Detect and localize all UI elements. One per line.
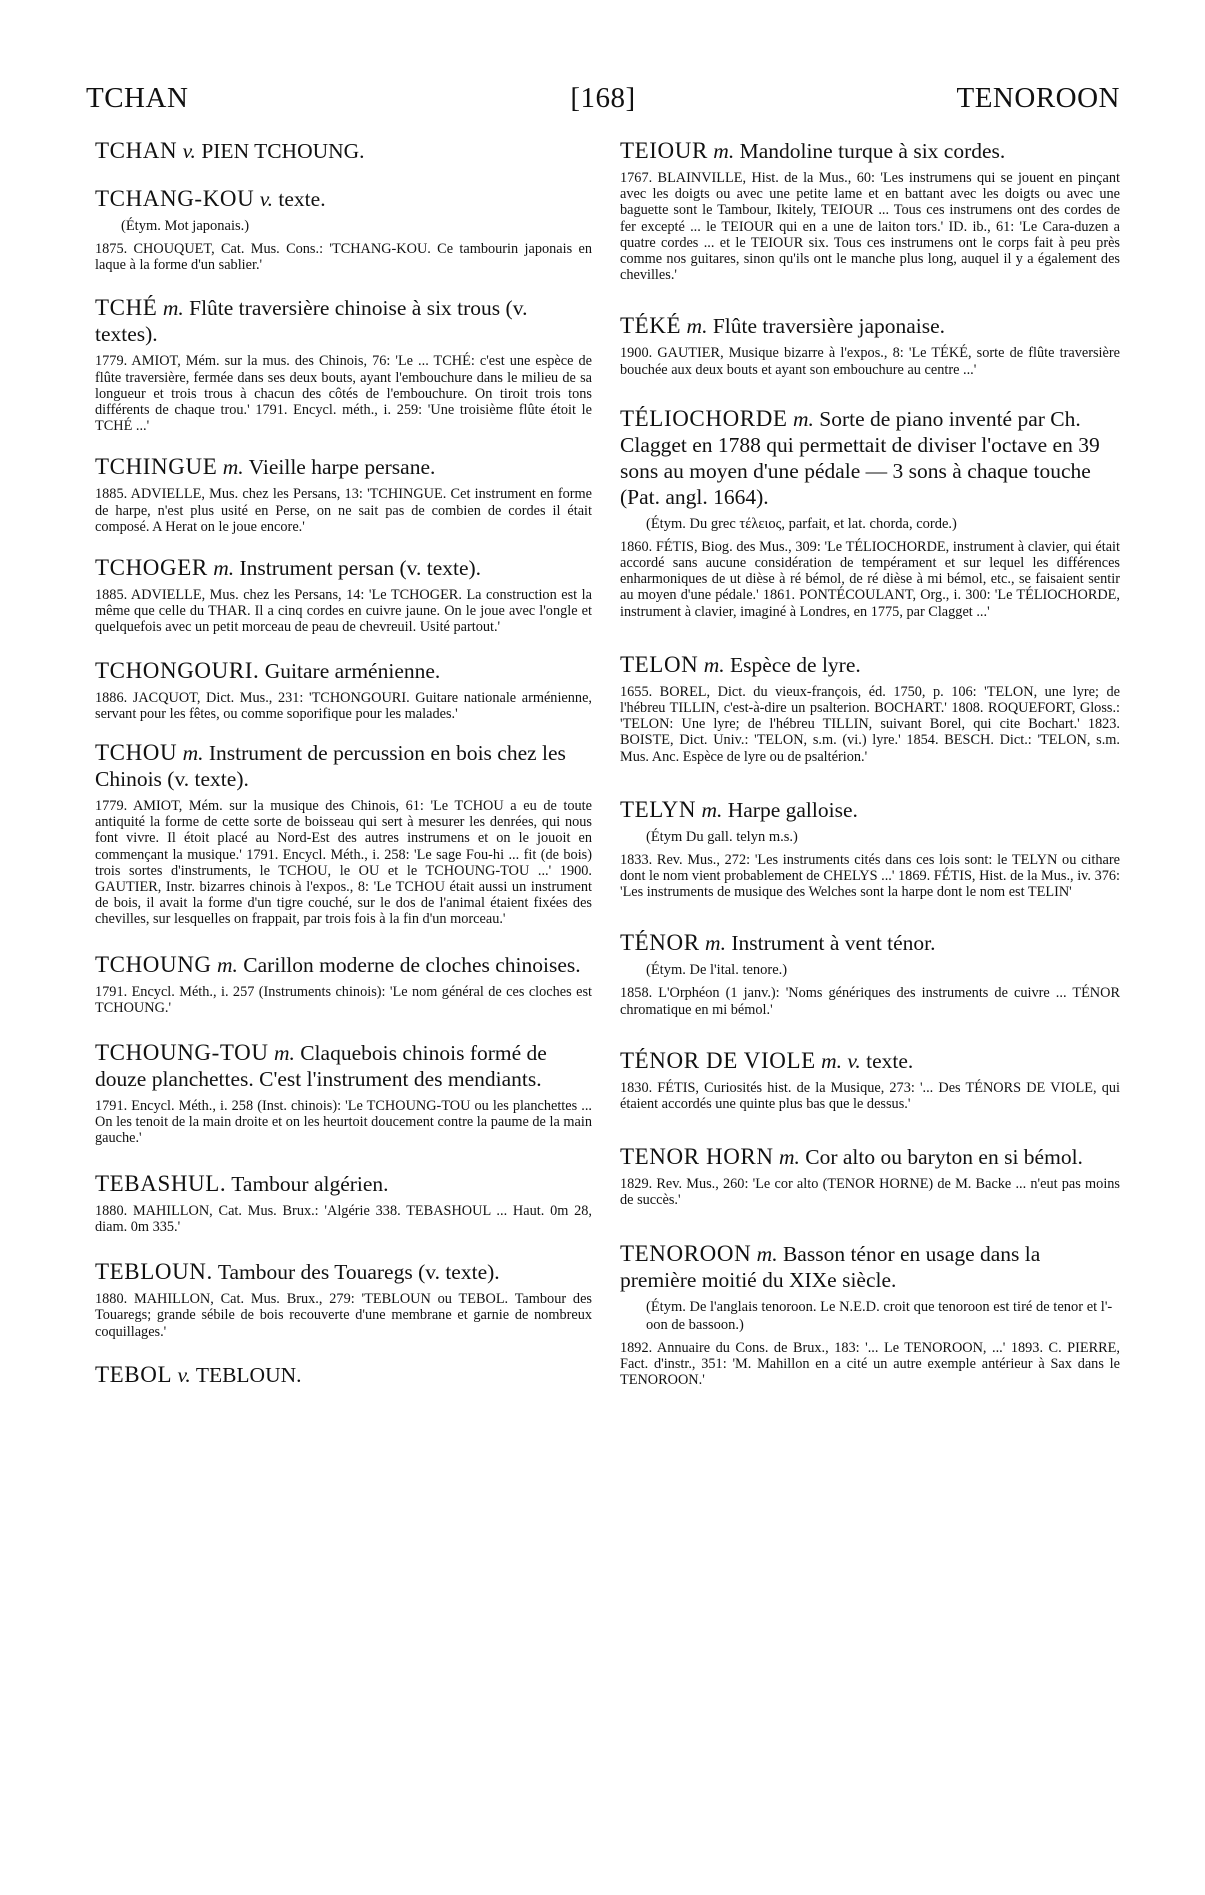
dictionary-entry bbox=[620, 797, 1120, 901]
page-header bbox=[86, 82, 1120, 122]
entry-part-of-speech: m. bbox=[162, 296, 184, 321]
dictionary-entry bbox=[95, 952, 592, 1016]
dictionary-entry bbox=[95, 1362, 592, 1388]
right-column bbox=[620, 138, 1120, 1388]
entry-citations: 1880. MAHILLON, Cat. Mus. Brux., 279: 'TEBLOUN ou TEBOL. Tambour des Touaregs; grande sébile de bois recouverte d'une membrane et garnie de nombreux coquillages.' bbox=[95, 1291, 592, 1340]
entry-citations: 1892. Annuaire du Cons. de Brux., 183: '... Le TENOROON, ...' 1893. C. PIERRE, Fact. d'instr., 351: 'M. Mahillon en a cité un autre exemple antérieur à Sax dans le TENOROON.' bbox=[620, 1339, 1120, 1389]
entry-part-of-speech: m. bbox=[701, 797, 723, 822]
entry-title bbox=[95, 295, 592, 347]
entry-citations: 1900. GAUTIER, Musique bizarre à l'expos., 8: 'Le TÉKÉ, sorte de flûte traversière bouchée aux deux bouts et ayant son embouchure au centre ...' bbox=[620, 345, 1120, 378]
dictionary-entry bbox=[95, 740, 592, 928]
entry-title bbox=[95, 555, 592, 581]
dictionary-entry bbox=[95, 1040, 592, 1147]
left-column bbox=[95, 138, 592, 1388]
dictionary-entry bbox=[95, 555, 592, 636]
entry-definition: Cor alto ou baryton en si bémol. bbox=[805, 1145, 1083, 1170]
entry-definition: texte. bbox=[278, 187, 326, 211]
entry-headword: TCHOUNG-TOU bbox=[95, 1040, 269, 1066]
entry-part-of-speech: v. bbox=[259, 187, 274, 211]
entry-headword: TÉNOR DE VIOLE bbox=[620, 1047, 816, 1073]
entry-etymology: (Étym. Du grec τέλειος, parfait, et lat. chorda, corde.) bbox=[646, 515, 957, 532]
entry-part-of-speech: m. bbox=[222, 455, 244, 480]
entry-headword: TCHAN bbox=[95, 138, 178, 163]
dictionary-entry bbox=[620, 138, 1120, 283]
running-head-left: TCHAN bbox=[86, 82, 189, 114]
dictionary-entry bbox=[95, 295, 592, 434]
entry-title bbox=[620, 313, 1120, 339]
entry-part-of-speech: m. v. bbox=[821, 1048, 861, 1073]
entry-part-of-speech: m. bbox=[182, 741, 204, 766]
entry-headword: TCHOU bbox=[95, 740, 178, 766]
entry-part-of-speech: m. bbox=[703, 652, 725, 677]
entry-citations: 1880. MAHILLON, Cat. Mus. Brux.: 'Algérie 338. TEBASHOUL ... Haut. 0m 28, diam. 0m 335.' bbox=[95, 1202, 592, 1235]
entry-part-of-speech: m. bbox=[217, 952, 238, 977]
entry-citations: 1767. BLAINVILLE, Hist. de la Mus., 60: 'Les instrumens qui se jouent en pinçant avec les doigts ou avec une petite lame et en battant avec les doigts ou avec une baguette sont le Tambour, Ikitely, TEIOUR ... Tous ces instrumens ont des cordes de fer excepté ... le TEIOUR qui en a une de laiton tors.' ID. ib., 61: 'Le Cara-duzen a quatre cordes ... et le TEIOUR six. Tous ces instrumens ont le corps fait à peu près comme nos guitares, sinon qu'ils ont le manche plus long, auquel il y a également des chevilles.' bbox=[620, 170, 1120, 284]
dictionary-entry bbox=[620, 930, 1120, 1017]
entry-definition: Instrument à vent ténor. bbox=[731, 931, 936, 956]
entry-part-of-speech: m. bbox=[686, 314, 708, 339]
entry-citations: 1830. FÉTIS, Curiosités hist. de la Musique, 273: '... Des TÉNORS DE VIOLE, qui étaient accordés une quinte plus bas que le dessus.' bbox=[620, 1079, 1120, 1113]
entry-headword: TÉKÉ bbox=[620, 313, 682, 339]
entry-definition: Guitare arménienne. bbox=[264, 658, 441, 683]
entry-part-of-speech: v. bbox=[182, 139, 196, 163]
entry-definition: Tambour algérien. bbox=[231, 1171, 389, 1196]
entry-citations: 1829. Rev. Mus., 260: 'Le cor alto (TENOR HORNE) de M. Backe ... n'eut pas moins de succès.' bbox=[620, 1176, 1120, 1209]
entry-headword: TCHANG-KOU bbox=[95, 186, 255, 211]
entry-definition: Vieille harpe persane. bbox=[248, 455, 436, 480]
entry-headword: TÉNOR bbox=[620, 930, 700, 956]
entry-citations: 1833. Rev. Mus., 272: 'Les instruments cités dans ces lois sont: le TELYN ou cithare dont le nom vient probablement de CHELYS ...' 1869. FÉTIS, Hist. de la Mus., iv. 376: 'Les instruments de musique des Welches sont la harpe dont le nom est TELIN' bbox=[620, 851, 1120, 901]
entry-definition: Flûte traversière japonaise. bbox=[712, 314, 946, 339]
entry-title bbox=[95, 1362, 592, 1388]
entry-title bbox=[620, 406, 1120, 510]
entry-title bbox=[95, 186, 592, 212]
entry-title bbox=[620, 797, 1120, 823]
entry-citations: 1791. Encycl. Méth., i. 257 (Instruments chinois): 'Le nom général de ces cloches est TCHOUNG.' bbox=[95, 983, 592, 1016]
entry-headword: TCHONGOURI. bbox=[95, 657, 260, 683]
dictionary-entry bbox=[620, 313, 1120, 377]
entry-headword: TEBOL bbox=[95, 1361, 173, 1387]
entry-part-of-speech: m. bbox=[756, 1241, 778, 1266]
entry-definition: Mandoline turque à six cordes. bbox=[739, 139, 1006, 163]
entry-etymology: (Étym. De l'ital. tenore.) bbox=[646, 962, 788, 979]
entry-headword: TCHINGUE bbox=[95, 454, 218, 480]
entry-title bbox=[620, 930, 1120, 956]
entry-part-of-speech: m. bbox=[778, 1145, 800, 1170]
entry-headword: TELON bbox=[620, 651, 699, 677]
dictionary-entry bbox=[95, 454, 592, 535]
dictionary-entry bbox=[620, 1048, 1120, 1112]
dictionary-entry bbox=[620, 652, 1120, 765]
dictionary-entry bbox=[95, 658, 592, 722]
entry-part-of-speech: v. bbox=[177, 1362, 191, 1387]
entry-definition: TEBLOUN. bbox=[195, 1362, 302, 1387]
running-head-right: TENOROON bbox=[956, 82, 1120, 114]
entry-citations: 1791. Encycl. Méth., i. 258 (Inst. chinois): 'Le TCHOUNG-TOU ou les planchettes ... On les tenoit de la main droite et on les heurtoit doucement contre la paume de la main gauche.' bbox=[95, 1098, 592, 1147]
entry-headword: TENOROON bbox=[620, 1240, 752, 1266]
entry-title bbox=[95, 1040, 592, 1092]
entry-citations: 1858. L'Orphéon (1 janv.): 'Noms génériques des instruments de cuivre ... TÉNOR chromatique en mi bémol.' bbox=[620, 985, 1120, 1018]
entry-citations: 1779. AMIOT, Mém. sur la mus. des Chinois, 76: 'Le ... TCHÉ: c'est une espèce de flûte traversière, fermée dans ses deux bouts, ayant l'embouchure dans le milieu de sa longueur et trois trous à chacun des côtés de l'embouchure. On tiroit trois tons différents de chaque trou.' 1791. Encycl. méth., i. 259: 'Une troisième flûte étoit le TCHÉ ...' bbox=[95, 353, 592, 435]
entry-headword: TELYN bbox=[620, 796, 697, 822]
entry-headword: TÉLIOCHORDE bbox=[620, 405, 788, 431]
entry-etymology: (Étym Du gall. telyn m.s.) bbox=[646, 828, 798, 845]
dictionary-entry bbox=[95, 1259, 592, 1340]
dictionary-entry bbox=[95, 186, 592, 273]
entry-definition: Basson ténor en usage dans la première moitié du XIXe siècle. bbox=[620, 1241, 1041, 1292]
entry-headword: TCHÉ bbox=[95, 295, 158, 321]
entry-title bbox=[95, 454, 592, 480]
entry-title bbox=[620, 138, 1120, 164]
entry-definition: Harpe galloise. bbox=[727, 797, 858, 822]
entry-title bbox=[95, 952, 592, 978]
entry-definition: Claquebois chinois formé de douze planchettes. C'est l'instrument des mendiants. bbox=[95, 1041, 547, 1092]
entry-title bbox=[95, 1259, 592, 1285]
dictionary-entry bbox=[95, 138, 592, 164]
entry-title bbox=[95, 658, 592, 684]
entry-definition: Instrument de percussion en bois chez les Chinois (v. texte). bbox=[95, 741, 566, 792]
entry-title bbox=[95, 740, 592, 792]
entry-definition: Sorte de piano inventé par Ch. Clagget en 1788 qui permettait de diviser l'octave en 39 sons au moyen d'une pédale — 3 sons à chaque touche (Pat. angl. 1664). bbox=[620, 406, 1100, 509]
entry-title bbox=[620, 1241, 1120, 1293]
entry-citations: 1886. JACQUOT, Dict. Mus., 231: 'TCHONGOURI. Guitare nationale arménienne, servant pour les fêtes, ou comme soporifique pour les malades.' bbox=[95, 689, 592, 722]
entry-citations: 1860. FÉTIS, Biog. des Mus., 309: 'Le TÉLIOCHORDE, instrument à clavier, qui était accordé sans aucune considération de tempérament et sur lequel les différences enharmoniques de ut dièse à ré bémol, de ré dièse à mi bémol, etc., se faisaient sentir au moyen d'une pédale.' 1861. PONTÉCOULANT, Org., i. 300: 'Le TÉLIOCHORDE, instrument à clavier, imaginé à Londres, en 1775, par Clagget ...' bbox=[620, 538, 1120, 620]
dictionary-entry bbox=[620, 406, 1120, 620]
entry-citations: 1875. CHOUQUET, Cat. Mus. Cons.: 'TCHANG-KOU. Ce tambourin japonais en laque à la forme d'un sablier.' bbox=[95, 241, 592, 274]
entry-title bbox=[620, 1048, 1120, 1074]
entry-title bbox=[95, 138, 592, 164]
entry-citations: 1779. AMIOT, Mém. sur la musique des Chinois, 61: 'Le TCHOU a eu de toute antiquité la forme de cette sorte de boisseau qui sert à mesurer les denrées, qui nous font vivre. Il étoit placé au Nord-Est des autres instrumens et on le jouoit en commençant la musique.' 1791. Encycl. Méth., i. 258: 'Le sage Fou-hi ... fit (de bois) trois sortes d'instruments, le TCHOU, le OU et le TCHOUNG-TOU ...' 1900. GAUTIER, Instr. bizarres chinois à l'expos., 8: 'Le TCHOU était aussi un instrument de bois, il avait la forme d'un tigre couché, sur le dos de l'animal étaient fixées des chevilles, sur lesquelles on frappait, par trois fois à la fin d'un morceau.' bbox=[95, 798, 592, 928]
entry-etymology: (Étym. De l'anglais tenoroon. Le N.E.D. croit que tenoroon est tiré de tenor et l'-oon de bassoon.) bbox=[646, 1298, 1113, 1333]
entry-definition: Flûte traversière chinoise à six trous (v. textes). bbox=[95, 296, 528, 347]
entry-title bbox=[620, 1144, 1120, 1170]
entry-citations: 1885. ADVIELLE, Mus. chez les Persans, 14: 'Le TCHOGER. La construction est la même que celle du THAR. Il a cinq cordes en cuivre jaune. On le joue avec l'ongle et quelquefois avec un petit morceau de peau de chevreuil. Usité partout.' bbox=[95, 587, 592, 636]
entry-headword: TCHOGER bbox=[95, 555, 208, 581]
entry-citations: 1655. BOREL, Dict. du vieux-françois, éd. 1750, p. 106: 'TELON, une lyre; de l'hébreu TILLIN, c'est-à-dire un psalterion. BOCHART.' 1808. ROQUEFORT, Gloss.: 'TELON: Une lyre; de l'hébreu TILLIN, suivant Borel, qui cite Bochart.' 1823. BOISTE, Dict. Univ.: 'TELON, s.m. (vi.) lyre.' 1854. BESCH. Dict.: 'TELON, s.m. Mus. Anc. Espèce de lyre ou de psaltérion.' bbox=[620, 683, 1120, 765]
entry-citations: 1885. ADVIELLE, Mus. chez les Persans, 13: 'TCHINGUE. Cet instrument en forme de harpe, n'est plus usité en Perse, on ne sait pas de combien de cordes il était composé. A Herat on le joue encore.' bbox=[95, 486, 592, 535]
entry-definition: texte. bbox=[866, 1048, 914, 1073]
entry-headword: TENOR HORN bbox=[620, 1144, 774, 1170]
entry-title bbox=[95, 1171, 592, 1197]
entry-title bbox=[620, 652, 1120, 678]
dictionary-entry bbox=[620, 1144, 1120, 1208]
entry-part-of-speech: m. bbox=[705, 931, 726, 956]
entry-headword: TEBLOUN. bbox=[95, 1259, 213, 1285]
entry-definition: Instrument persan (v. texte). bbox=[239, 556, 482, 581]
entry-part-of-speech: m. bbox=[273, 1041, 295, 1066]
entry-headword: TEIOUR bbox=[620, 138, 708, 163]
entry-etymology: (Étym. Mot japonais.) bbox=[121, 218, 250, 234]
entry-definition: Tambour des Touaregs (v. texte). bbox=[217, 1260, 500, 1285]
entry-definition: Espèce de lyre. bbox=[730, 652, 861, 677]
entry-part-of-speech: m. bbox=[213, 556, 235, 581]
entry-definition: Carillon moderne de cloches chinoises. bbox=[243, 952, 581, 977]
page-number: [168] bbox=[570, 82, 636, 114]
entry-headword: TCHOUNG bbox=[95, 951, 212, 977]
entry-part-of-speech: m. bbox=[713, 139, 735, 163]
dictionary-entry bbox=[620, 1241, 1120, 1389]
dictionary-entry bbox=[95, 1171, 592, 1235]
entry-headword: TEBASHUL. bbox=[95, 1170, 227, 1196]
entry-definition: PIEN TCHOUNG. bbox=[201, 139, 365, 163]
entry-part-of-speech: m. bbox=[792, 406, 814, 431]
